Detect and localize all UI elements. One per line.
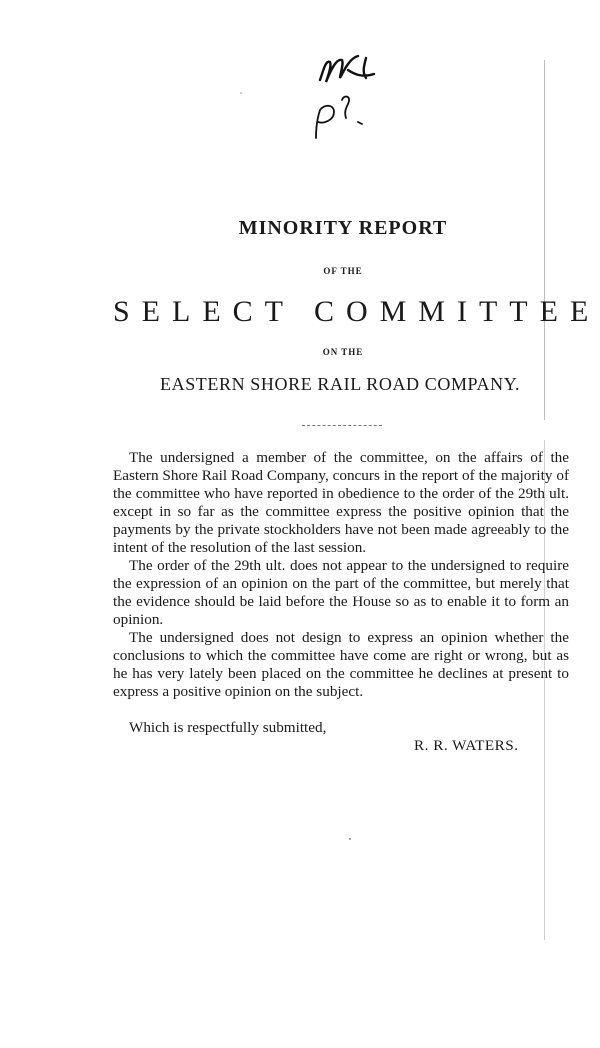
committee-heading: SELECT COMMITTEE: [113, 295, 600, 328]
body-paragraph: The undersigned a member of the committee, on the affairs of the Eastern Shore Rail Road Company, concurs in the report of the majority of the committee who have reported in obedience to the order of the 29th ult. except in so far as the committee express the positive opinion that the payments by the private stockholders have not been made agreeably to the intent of the resolution of the last session.: [113, 449, 569, 556]
body-paragraph: The undersigned does not design to express an opinion whether the conclusions to which the committee have come are right or wrong, but as he has very lately been placed on the committee he declines at present to express a positive opinion on the subject.: [113, 629, 569, 700]
scan-speck: [240, 92, 242, 94]
scan-speck: [349, 838, 351, 840]
page-edge-line: [544, 60, 545, 420]
signature: R. R. WATERS.: [414, 737, 519, 754]
divider-rule: [302, 425, 382, 426]
handwritten-annotation: [300, 38, 410, 148]
of-the-caption: OF THE: [323, 266, 363, 276]
signoff-line: Which is respectfully submitted,: [129, 719, 327, 736]
report-title: MINORITY REPORT: [238, 217, 448, 239]
company-heading: EASTERN SHORE RAIL ROAD COMPANY.: [160, 374, 521, 394]
on-the-caption: ON THE: [322, 347, 364, 357]
report-body: [113, 449, 569, 701]
body-paragraph: The order of the 29th ult. does not appear to the undersigned to require the expression of an opinion on the part of the committee, but merely that the evidence should be laid before the House so as to enable it to form an opinion.: [113, 557, 569, 628]
